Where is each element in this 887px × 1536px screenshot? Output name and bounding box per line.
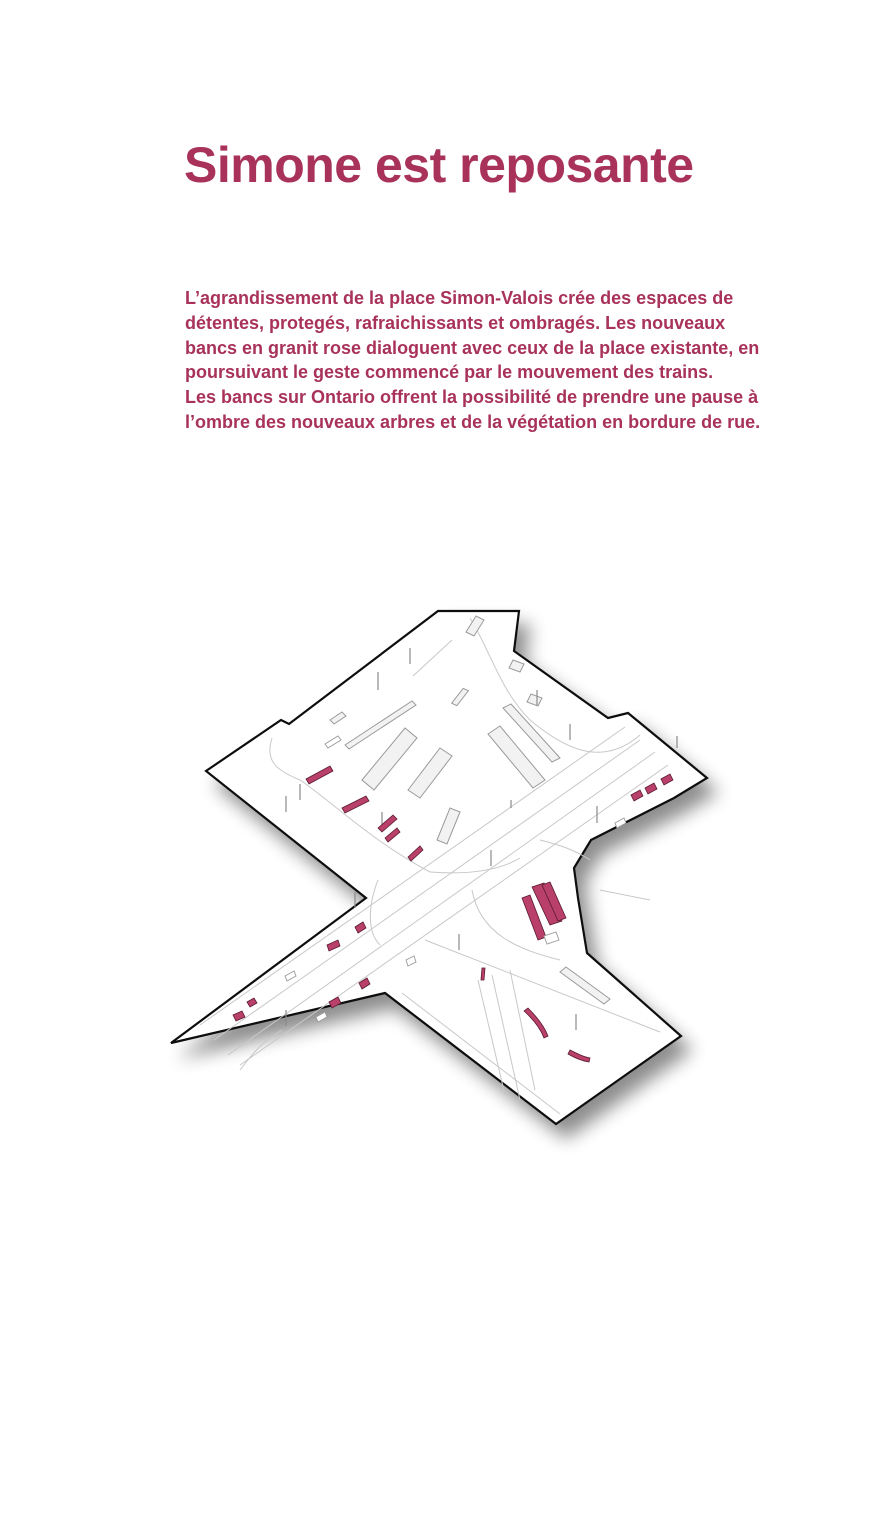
site-outline: [171, 611, 707, 1124]
paragraph-2: Les bancs sur Ontario offrent la possibilité de prendre une pause à l’ombre des nouveaux arbres et de la végétation en bordure de rue.: [185, 387, 761, 432]
axonometric-site-plan: [0, 560, 887, 1200]
description-text: [185, 286, 775, 435]
page-title: Simone est reposante: [184, 137, 694, 193]
bench: [481, 968, 485, 980]
paragraph-1: L’agrandissement de la place Simon-Valois crée des espaces de détentes, protegés, rafraichissants et ombragés. Les nouveaux bancs en granit rose dialoguent avec ceux de la place existante, en poursuivant le geste commencé par le mouvement des trains.: [185, 288, 760, 383]
